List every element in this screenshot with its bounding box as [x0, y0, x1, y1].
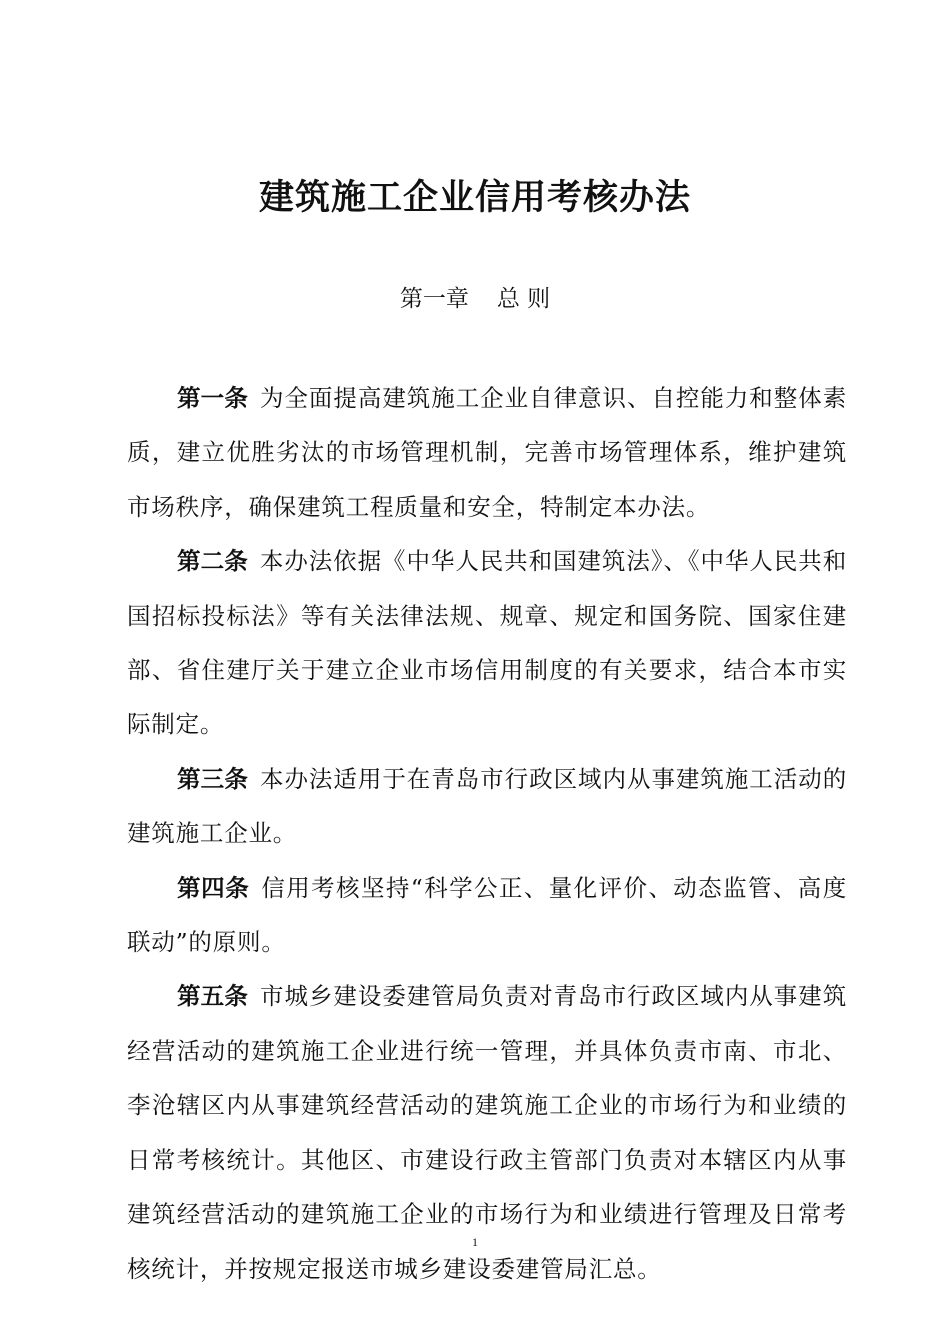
article-text: 信用考核坚持“科学公正、量化评价、动态监管、高度联动”的原则。: [127, 873, 848, 957]
article-text: 市城乡建设委建管局负责对青岛市行政区域内从事建筑经营活动的建筑施工企业进行统一管理，并具体负责市南、市北、李沧辖区内从事建筑经营活动的建筑施工企业的市场行为和业绩的日常考核统计。其他区、市建设行政主管部门负责对本辖区内从事建筑经营活动的建筑施工企业的市场行为和业绩进行管理及日常考核统计，并按规定报送市城乡建设委建管局汇总。: [127, 982, 848, 1283]
chapter-name: 总 则: [496, 286, 551, 312]
article-4: [127, 861, 847, 970]
article-text: 本办法依据《中华人民共和国建筑法》、《中华人民共和国招标投标法》等有关法律法规、规章、规定和国务院、国家住建部、省住建厅关于建立企业市场信用制度的有关要求，结合本市实际制定。: [127, 547, 848, 739]
article-label: 第二条: [177, 547, 248, 576]
article-1: [127, 371, 847, 534]
chapter-heading: [0, 281, 950, 317]
article-label: 第一条: [177, 384, 248, 412]
article-text: 为全面提高建筑施工企业自律意识、自控能力和整体素质，建立优胜劣汰的市场管理机制，完善市场管理体系，维护建筑市场秩序，确保建筑工程质量和安全，特制定本办法。: [127, 384, 848, 521]
article-text: 本办法适用于在青岛市行政区域内从事建筑施工活动的建筑施工企业。: [127, 764, 848, 848]
article-label: 第五条: [177, 982, 248, 1011]
document-body: [127, 371, 847, 1296]
page-number: 1: [472, 1235, 478, 1249]
article-label: 第四条: [177, 873, 250, 902]
document-title: 建筑施工企业信用考核办法: [258, 177, 691, 218]
article-2: [127, 534, 847, 752]
article-label: 第三条: [177, 764, 248, 793]
article-3: [127, 752, 847, 861]
chapter-label: 第一章: [399, 286, 469, 312]
